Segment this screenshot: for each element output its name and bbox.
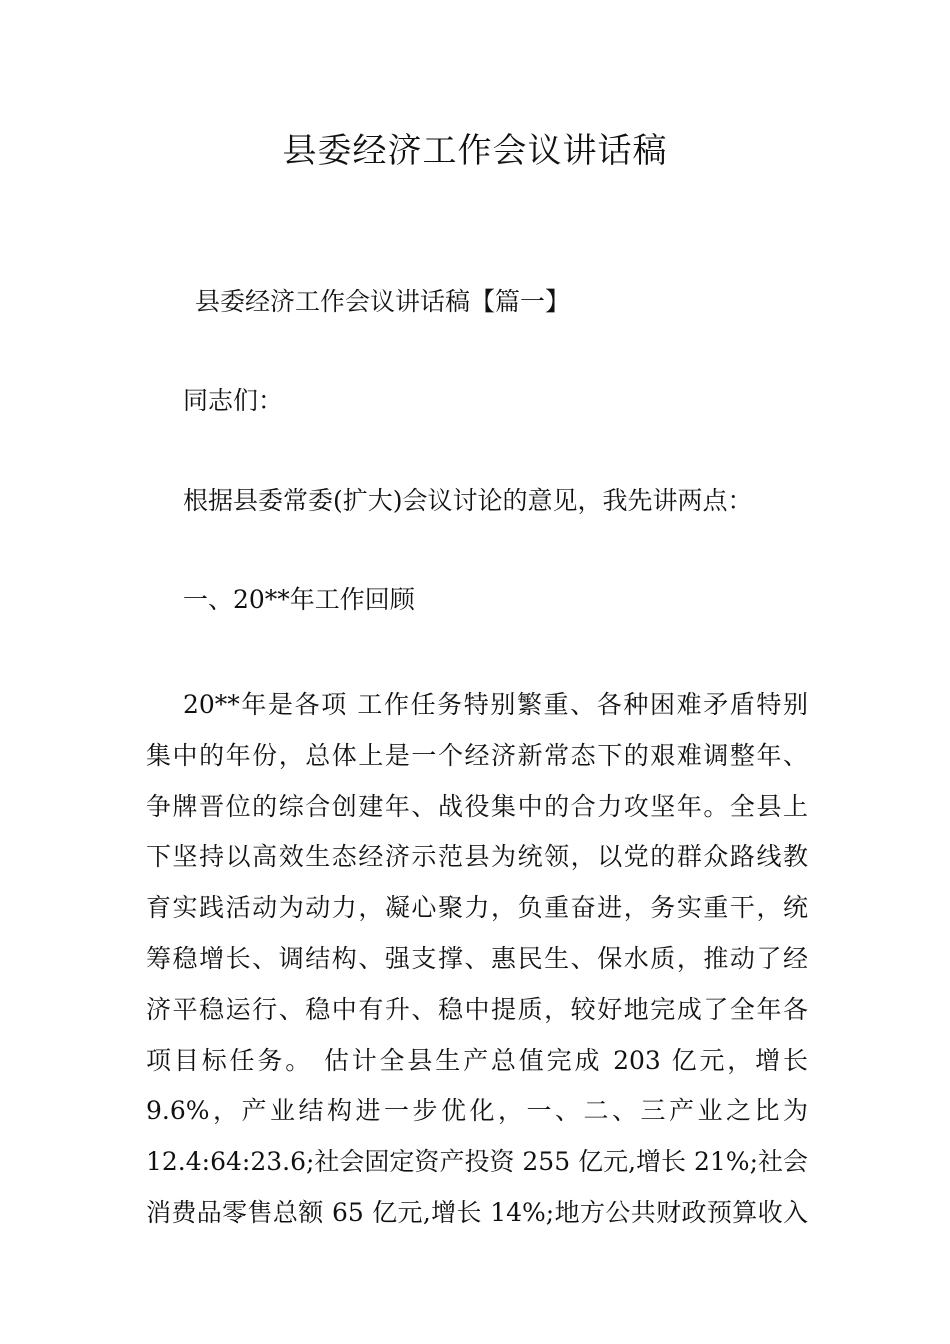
- body-paragraph: [146, 680, 808, 1239]
- paragraph-line: 12.4:64:23.6;社会固定资产投资 255 亿元,增长 21%;社会: [146, 1147, 808, 1177]
- paragraph-line: 育实践活动为动力，凝心聚力，负重奋进，务实重干，统: [146, 893, 808, 923]
- paragraph-line: 消费品零售总额 65 亿元,增长 14%;地方公共财政预算收入: [146, 1197, 808, 1227]
- paragraph-line: 争牌晋位的综合创建年、战役集中的合力攻坚年。全县上: [146, 791, 808, 821]
- intro-paragraph: 根据县委常委(扩大)会议讨论的意见，我先讲两点：: [183, 486, 753, 515]
- paragraph-line: 项目标任务。 估计全县生产总值完成 203 亿元，增长: [146, 1045, 808, 1075]
- paragraph-line: 下坚持以高效生态经济示范县为统领，以党的群众路线教: [146, 842, 808, 872]
- paragraph-line: 筹稳增长、调结构、强支撑、惠民生、保水质，推动了经: [146, 943, 808, 973]
- paragraph-line: 济平稳运行、稳中有升、稳中提质，较好地完成了全年各: [146, 994, 808, 1024]
- paragraph-line: 20**年是各项 工作任务特别繁重、各种困难矛盾特别: [183, 690, 808, 719]
- document-title: 县委经济工作会议讲话稿: [282, 131, 668, 171]
- section-heading: 一、20**年工作回顾: [183, 585, 415, 614]
- document-subtitle: 县委经济工作会议讲话稿【篇一】: [195, 287, 571, 316]
- greeting: 同志们：: [183, 386, 284, 415]
- paragraph-line: 集中的年份，总体上是一个经济新常态下的艰难调整年、: [146, 740, 808, 770]
- paragraph-line: 9.6%，产业结构进一步优化，一、二、三产业之比为: [146, 1096, 808, 1126]
